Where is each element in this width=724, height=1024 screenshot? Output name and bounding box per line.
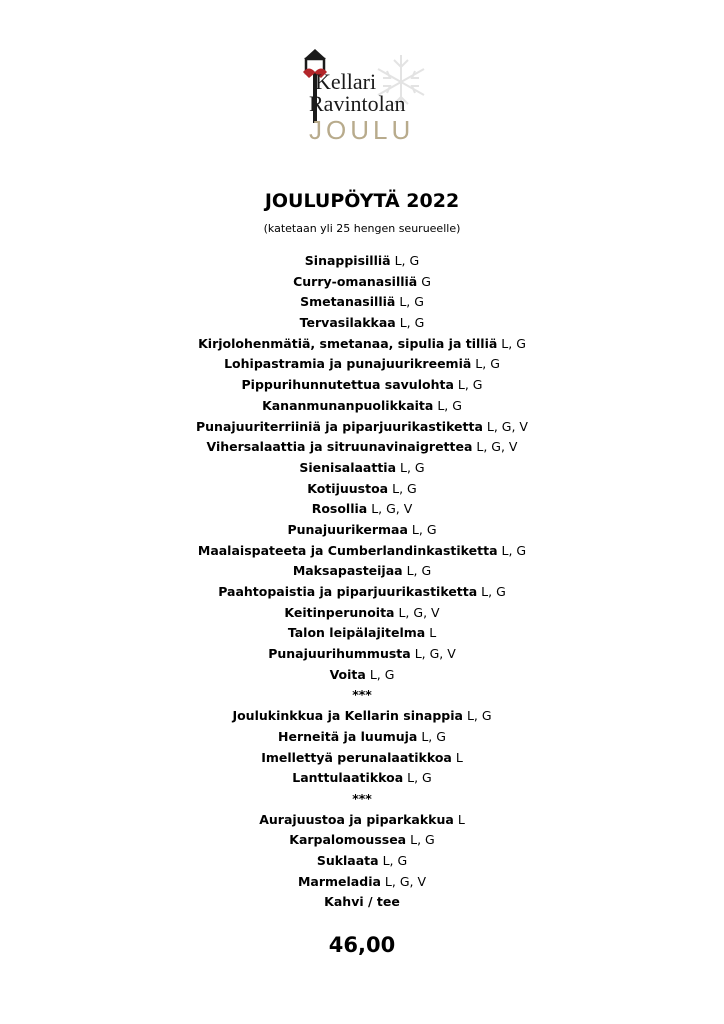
- menu-item-name: Smetanasilliä: [300, 294, 396, 310]
- menu-item-diet: L, G, V: [486, 418, 528, 434]
- menu-item-diet: L, G: [457, 377, 483, 393]
- menu-item-diet: L, G: [382, 852, 408, 868]
- menu-item-name: Paahtopaistia ja piparjuurikastiketta: [218, 584, 478, 599]
- menu-item: [0, 644, 724, 665]
- menu-item-name: ***: [352, 687, 372, 703]
- menu-item-name: Rosollia: [311, 501, 368, 517]
- menu-item: [0, 748, 724, 769]
- menu-item: [0, 892, 724, 913]
- menu-item-name: Kahvi / tee: [324, 894, 400, 910]
- menu-item-name: Maalaispateeta ja Cumberlandinkastiketta: [197, 542, 498, 558]
- menu-item-diet: L, G: [466, 708, 492, 724]
- menu-item: [0, 437, 724, 458]
- menu-item-diet: L, G: [501, 542, 527, 558]
- menu-item-diet: L, G: [411, 521, 437, 537]
- logo-text-joulu: JOULU: [309, 115, 415, 145]
- menu-item: [0, 623, 724, 644]
- menu-item-name: Kirjolohenmätiä, smetanaa, sipulia ja tilliä: [198, 335, 498, 351]
- section-divider: [0, 789, 724, 810]
- menu-item: [0, 520, 724, 541]
- menu-item: [0, 251, 724, 272]
- menu-item-name: Sinappisilliä: [304, 253, 391, 268]
- menu-item: [0, 354, 724, 375]
- menu-item-name: Aurajuustoa ja piparkakkua: [259, 811, 454, 827]
- menu-item-diet: L, G, V: [384, 873, 427, 889]
- menu-item-name: Curry-omanasilliä: [293, 273, 418, 289]
- menu-item-diet: L, G: [407, 770, 432, 786]
- menu-item-diet: L, G: [437, 397, 462, 413]
- menu-item-diet: L, G, V: [414, 646, 456, 662]
- menu-item: [0, 582, 724, 603]
- menu-item-diet: L, G: [399, 294, 424, 310]
- menu-item-name: Suklaata: [316, 852, 379, 868]
- menu-item-diet: L, G: [400, 459, 425, 475]
- menu-item-name: Lohipastramia ja punajuurikreemiä: [224, 356, 472, 372]
- menu-item-name: Maksapasteijaa: [292, 563, 403, 579]
- menu-item: [0, 334, 724, 355]
- menu-item-diet: L, G: [399, 315, 425, 331]
- menu-item-name: Vihersalaattia ja sitruunavinaigrettea: [206, 439, 473, 455]
- menu-item-name: Karpalomoussea: [289, 832, 407, 848]
- menu-item-name: Pippurihunnutettua savulohta: [241, 377, 454, 393]
- menu-list: [0, 251, 724, 913]
- menu-item: [0, 458, 724, 479]
- menu-item: [0, 313, 724, 334]
- menu-item-name: Punajuurihummusta: [268, 646, 411, 662]
- menu-item-diet: L, G: [410, 832, 435, 848]
- menu-item-diet: L, G: [406, 563, 432, 579]
- menu-item-name: ***: [352, 790, 372, 806]
- menu-item-diet: L, G: [475, 356, 500, 372]
- section-divider: [0, 685, 724, 706]
- menu-item: [0, 541, 724, 562]
- menu-item-name: Tervasilakkaa: [299, 315, 396, 331]
- menu-item-name: Punajuurikermaa: [287, 521, 408, 537]
- menu-item-diet: L: [457, 811, 465, 827]
- menu-item: [0, 768, 724, 789]
- menu-item-name: Kananmunanpuolikkaita: [262, 397, 434, 413]
- menu-item-diet: L, G, V: [371, 501, 413, 517]
- menu-item-diet: L, G: [481, 584, 506, 599]
- menu-item-name: Marmeladia: [297, 873, 381, 889]
- menu-item: [0, 830, 724, 851]
- menu-item-name: Talon leipälajitelma: [287, 625, 426, 641]
- menu-item-name: Keitinperunoita: [284, 604, 395, 620]
- menu-item-name: Lanttulaatikkoa: [292, 770, 404, 786]
- menu-item: [0, 706, 724, 727]
- menu-subtitle: (katetaan yli 25 hengen seurueelle): [263, 222, 461, 235]
- menu-item-name: Joulukinkkua ja Kellarin sinappia: [232, 708, 463, 724]
- menu-item: [0, 872, 724, 893]
- menu-item: [0, 665, 724, 686]
- logo-text-kellari: Kellari: [315, 69, 377, 94]
- menu-item: [0, 561, 724, 582]
- menu-item-name: Sienisalaattia: [299, 459, 397, 475]
- menu-item-diet: L: [455, 749, 463, 765]
- menu-item: [0, 417, 724, 438]
- menu-item: [0, 375, 724, 396]
- menu-item-diet: L, G, V: [476, 439, 518, 455]
- menu-item: [0, 396, 724, 417]
- menu-item: [0, 272, 724, 293]
- menu-item-name: Punajuuriterriiniä ja piparjuurikastiketta: [195, 418, 483, 434]
- menu-item: [0, 603, 724, 624]
- menu-item-diet: L, G: [421, 728, 446, 744]
- menu-item-name: Herneitä ja luumuja: [278, 728, 418, 744]
- menu-item-diet: L, G: [501, 335, 526, 351]
- menu-item-diet: L, G, V: [398, 604, 440, 620]
- menu-item: [0, 292, 724, 313]
- menu-item: [0, 479, 724, 500]
- menu-item-diet: L: [429, 625, 437, 641]
- menu-item-diet: L, G: [369, 666, 395, 682]
- logo-text-ravintolan: Ravintolan: [309, 91, 406, 116]
- menu-item-name: Voita: [329, 666, 366, 682]
- menu-item-name: Kotijuustoa: [307, 480, 389, 496]
- menu-item: [0, 499, 724, 520]
- menu-item-name: Imellettyä perunalaatikkoa: [261, 749, 452, 765]
- menu-title: JOULUPÖYTÄ 2022: [264, 190, 460, 212]
- menu-price: 46,00: [328, 933, 396, 957]
- menu-item: [0, 851, 724, 872]
- restaurant-logo: [293, 45, 433, 155]
- menu-item: [0, 727, 724, 748]
- menu-item-diet: L, G: [392, 480, 417, 496]
- menu-item: [0, 810, 724, 831]
- menu-item-diet: G: [421, 273, 431, 289]
- menu-item-diet: L, G: [394, 253, 420, 268]
